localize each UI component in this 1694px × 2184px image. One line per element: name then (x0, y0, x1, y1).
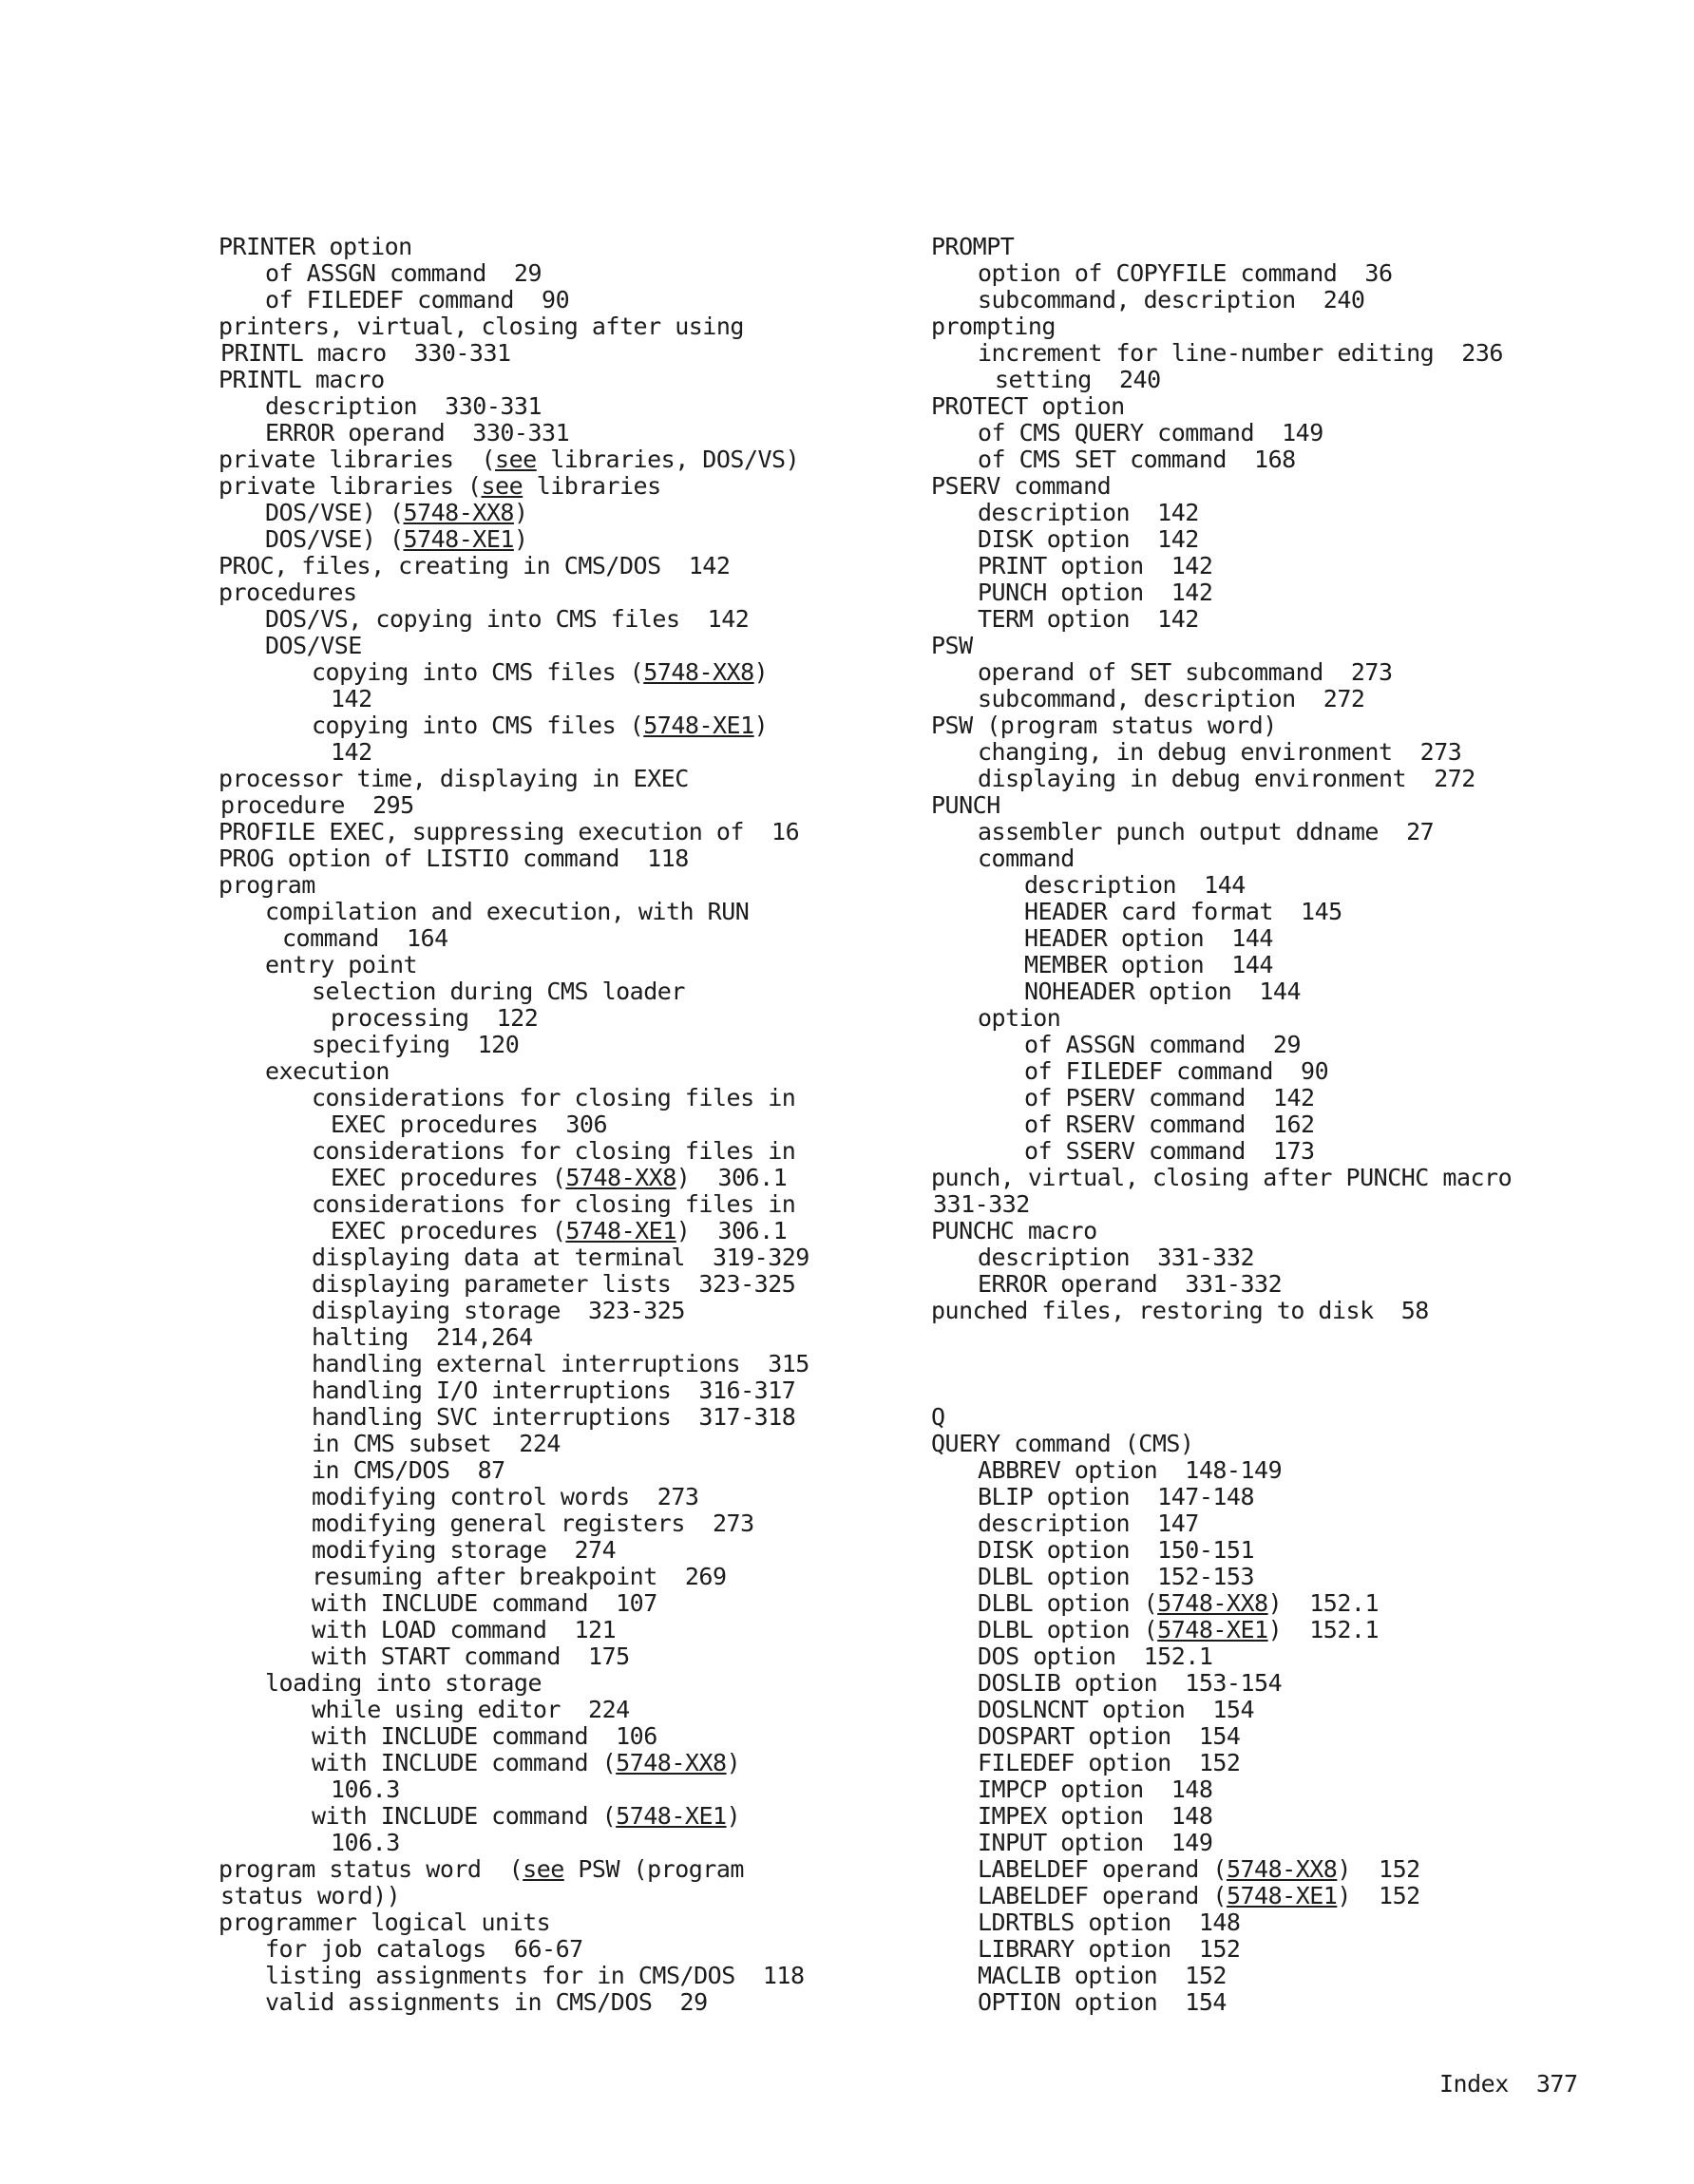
index-subentry: description 147 (978, 1510, 1199, 1537)
index-subsubentry: modifying general registers 273 (312, 1510, 754, 1537)
index-subentry: displaying in debug environment 272 (978, 765, 1475, 792)
index-entry: PUNCHC macro (931, 1217, 1097, 1244)
index-continuation: 331-332 (933, 1190, 1030, 1218)
index-subsubentry: while using editor 224 (312, 1696, 630, 1723)
index-subentry: ERROR operand 330-331 (265, 419, 570, 446)
index-entry: prompting (931, 313, 1056, 340)
index-subentry: subcommand, description 272 (978, 685, 1365, 712)
left-column (219, 234, 903, 2016)
index-subentry: compilation and execution, with RUN (265, 898, 750, 925)
index-subentry: of ASSGN command 29 (265, 259, 542, 287)
index-subentry: execution (265, 1057, 390, 1085)
index-subsubentry: displaying storage 323-325 (312, 1297, 685, 1324)
index-subentry: LABELDEF operand (5748-XE1) 152 (978, 1882, 1420, 1909)
index-subsubentry: of ASSGN command 29 (1024, 1031, 1302, 1058)
index-subentry: loading into storage (265, 1669, 542, 1697)
index-continuation: command 164 (282, 924, 448, 952)
index-subentry: IMPEX option 148 (978, 1802, 1213, 1830)
section-gap (931, 1324, 1615, 1404)
index-subentry: option of COPYFILE command 36 (978, 259, 1393, 287)
index-subentry: DOS/VS, copying into CMS files 142 (265, 605, 750, 633)
index-subentry: ABBREV option 148-149 (978, 1456, 1283, 1484)
index-subsubentry: resuming after breakpoint 269 (312, 1563, 727, 1590)
index-subsubentry: HEADER card format 145 (1024, 898, 1342, 925)
index-subentry: listing assignments for in CMS/DOS 118 (265, 1962, 805, 1989)
index-continuation: EXEC procedures (5748-XX8) 306.1 (331, 1164, 788, 1191)
index-entry: PSW (931, 632, 973, 659)
section-letter: Q (931, 1403, 945, 1431)
index-subentry: DOS/VSE (265, 632, 362, 659)
index-subsubentry: copying into CMS files (5748-XE1) (312, 712, 769, 739)
index-continuation: setting 240 (995, 366, 1161, 393)
index-subentry: INPUT option 149 (978, 1829, 1213, 1856)
index-subsubentry: considerations for closing files in (312, 1084, 796, 1111)
index-entry: PROFILE EXEC, suppressing execution of 16 (219, 818, 800, 845)
index-continuation: 142 (331, 685, 372, 712)
index-entry: PSERV command (931, 472, 1112, 500)
index-entry: PUNCH (931, 791, 1000, 819)
index-subsubentry: of FILEDEF command 90 (1024, 1057, 1329, 1085)
index-entry: private libraries (see libraries, DOS/VS) (219, 446, 800, 473)
index-subsubentry: of RSERV command 162 (1024, 1111, 1315, 1138)
index-continuation: status word)) (220, 1882, 401, 1909)
index-entry: QUERY command (CMS) (931, 1430, 1194, 1457)
index-subsubentry: with INCLUDE command (5748-XX8) (312, 1749, 741, 1776)
index-subentry: DLBL option (5748-XX8) 152.1 (978, 1589, 1380, 1617)
index-subsubentry: HEADER option 144 (1024, 924, 1273, 952)
index-subsubentry: modifying control words 273 (312, 1483, 699, 1510)
index-subentry: IMPCP option 148 (978, 1776, 1213, 1803)
index-subentry: TERM option 142 (978, 605, 1199, 633)
index-entry: program (219, 871, 315, 899)
index-subsubentry: with INCLUDE command 106 (312, 1722, 657, 1750)
index-subentry: assembler punch output ddname 27 (978, 818, 1435, 845)
index-subsubentry: considerations for closing files in (312, 1137, 796, 1165)
index-entry: printers, virtual, closing after using (219, 313, 744, 340)
index-subsubentry: of SSERV command 173 (1024, 1137, 1315, 1165)
page-footer: Index 377 (1439, 2070, 1578, 2098)
index-subentry: valid assignments in CMS/DOS 29 (265, 1988, 708, 2016)
index-subentry: MACLIB option 152 (978, 1962, 1227, 1989)
index-subentry: DISK option 150-151 (978, 1536, 1255, 1564)
index-subsubentry: description 144 (1024, 871, 1246, 899)
index-entry: PROTECT option (931, 392, 1125, 420)
index-entry: punch, virtual, closing after PUNCHC macro (931, 1164, 1513, 1191)
index-subsubentry: handling I/O interruptions 316-317 (312, 1377, 796, 1404)
index-subentry: option (978, 1004, 1061, 1032)
index-subentry: for job catalogs 66-67 (265, 1935, 583, 1963)
index-subsubentry: handling SVC interruptions 317-318 (312, 1403, 796, 1431)
index-subentry: operand of SET subcommand 273 (978, 658, 1393, 686)
index-continuation: 106.3 (331, 1829, 400, 1856)
index-subsubentry: specifying 120 (312, 1031, 520, 1058)
index-continuation: EXEC procedures 306 (331, 1111, 608, 1138)
index-subentry: subcommand, description 240 (978, 286, 1365, 313)
index-subsubentry: in CMS subset 224 (312, 1430, 561, 1457)
index-subentry: DOS option 152.1 (978, 1643, 1213, 1670)
index-subentry: DISK option 142 (978, 525, 1199, 553)
index-subentry: LDRTBLS option 148 (978, 1909, 1241, 1936)
index-subentry: ERROR operand 331-332 (978, 1270, 1283, 1298)
index-subentry: FILEDEF option 152 (978, 1749, 1241, 1776)
index-subentry: of CMS SET command 168 (978, 446, 1296, 473)
right-column (931, 234, 1615, 2016)
index-subsubentry: with START command 175 (312, 1643, 630, 1670)
index-subsubentry: selection during CMS loader (312, 978, 685, 1005)
index-subsubentry: considerations for closing files in (312, 1190, 796, 1218)
index-subentry: PRINT option 142 (978, 552, 1213, 579)
index-subsubentry: NOHEADER option 144 (1024, 978, 1302, 1005)
index-subentry: LIBRARY option 152 (978, 1935, 1241, 1963)
index-subsubentry: of PSERV command 142 (1024, 1084, 1315, 1111)
index-subentry: BLIP option 147-148 (978, 1483, 1255, 1510)
index-entry: program status word (see PSW (program (219, 1855, 744, 1883)
index-subentry: description 330-331 (265, 392, 542, 420)
index-entry: PROMPT (931, 233, 1015, 260)
index-subentry: description 331-332 (978, 1244, 1255, 1271)
index-continuation: 106.3 (331, 1776, 400, 1803)
index-subentry: command (978, 845, 1075, 872)
index-subentry: of CMS QUERY command 149 (978, 419, 1323, 446)
index-subentry: DOS/VSE) (5748-XX8) (265, 499, 528, 526)
index-subsubentry: in CMS/DOS 87 (312, 1456, 505, 1484)
index-subentry: entry point (265, 951, 418, 978)
index-entry: PRINTL macro (219, 366, 385, 393)
index-subentry: DLBL option 152-153 (978, 1563, 1255, 1590)
index-subentry: LABELDEF operand (5748-XX8) 152 (978, 1855, 1420, 1883)
index-subsubentry: with INCLUDE command (5748-XE1) (312, 1802, 741, 1830)
index-subsubentry: handling external interruptions 315 (312, 1350, 809, 1377)
index-subentry: DOSLIB option 153-154 (978, 1669, 1283, 1697)
index-subsubentry: with INCLUDE command 107 (312, 1589, 657, 1617)
index-subentry: increment for line-number editing 236 (978, 339, 1503, 367)
index-subsubentry: with LOAD command 121 (312, 1616, 617, 1643)
index-entry: private libraries (see libraries (219, 472, 661, 500)
index-subentry: description 142 (978, 499, 1199, 526)
index-subentry: DLBL option (5748-XE1) 152.1 (978, 1616, 1380, 1643)
index-subsubentry: displaying data at terminal 319-329 (312, 1244, 809, 1271)
index-continuation: PRINTL macro 330-331 (220, 339, 511, 367)
index-subentry: DOS/VSE) (5748-XE1) (265, 525, 528, 553)
index-continuation: processing 122 (331, 1004, 539, 1032)
index-subsubentry: displaying parameter lists 323-325 (312, 1270, 796, 1298)
index-subentry: changing, in debug environment 273 (978, 738, 1462, 766)
index-subsubentry: MEMBER option 144 (1024, 951, 1273, 978)
index-subsubentry: copying into CMS files (5748-XX8) (312, 658, 769, 686)
index-entry: PROC, files, creating in CMS/DOS 142 (219, 552, 731, 579)
index-entry: processor time, displaying in EXEC (219, 765, 689, 792)
index-subentry: DOSLNCNT option 154 (978, 1696, 1255, 1723)
index-continuation: EXEC procedures (5748-XE1) 306.1 (331, 1217, 788, 1244)
index-subentry: of FILEDEF command 90 (265, 286, 570, 313)
index-entry: programmer logical units (219, 1909, 551, 1936)
index-subentry: OPTION option 154 (978, 1988, 1227, 2016)
index-entry: procedures (219, 579, 357, 606)
index-entry: punched files, restoring to disk 58 (931, 1297, 1429, 1324)
index-entry: PRINTER option (219, 233, 412, 260)
index-entry: PROG option of LISTIO command 118 (219, 845, 689, 872)
index-continuation: 142 (331, 738, 372, 766)
index-entry: PSW (program status word) (931, 712, 1277, 739)
index-continuation: procedure 295 (220, 791, 414, 819)
index-subentry: PUNCH option 142 (978, 579, 1213, 606)
index-subsubentry: modifying storage 274 (312, 1536, 617, 1564)
index-subentry: DOSPART option 154 (978, 1722, 1241, 1750)
index-subsubentry: halting 214,264 (312, 1323, 533, 1351)
